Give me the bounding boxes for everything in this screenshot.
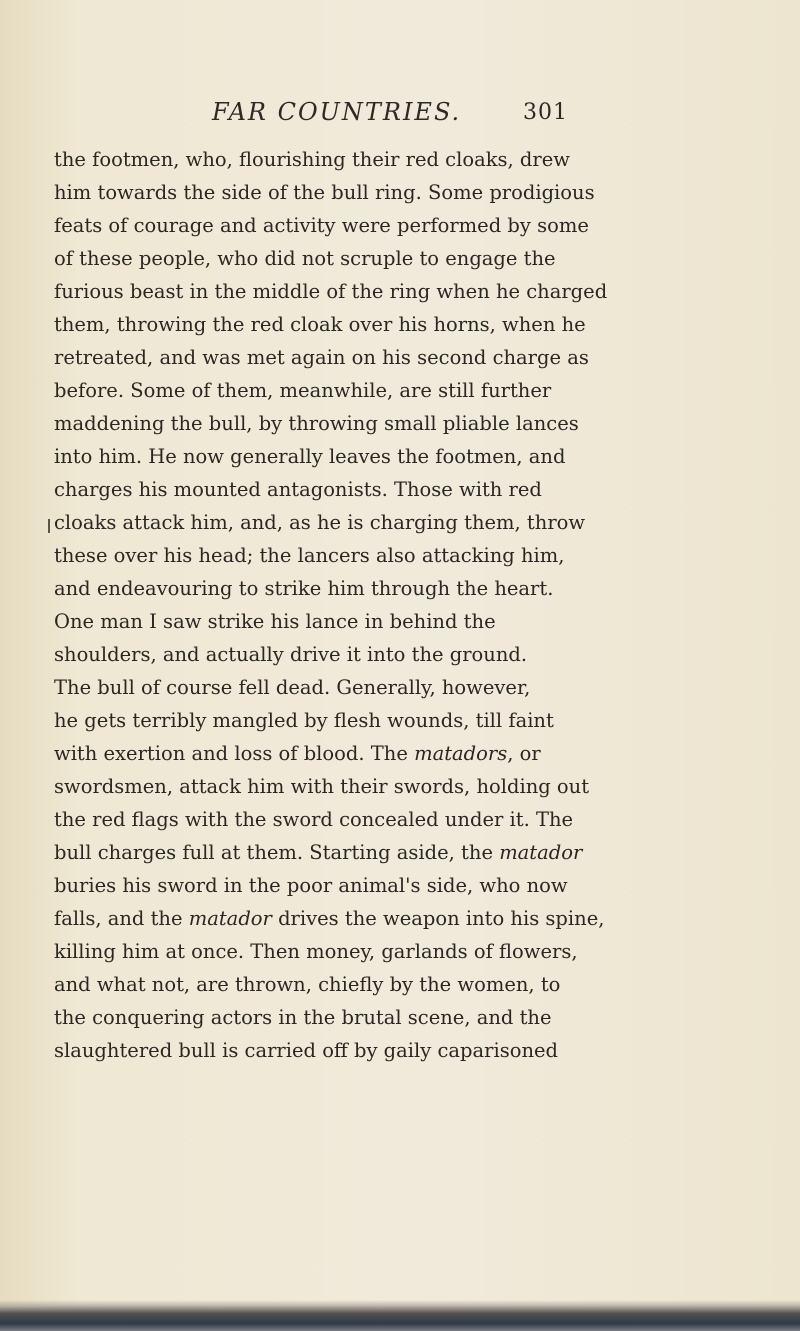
text-line: the red flags with the sword concealed under it. The	[54, 808, 574, 831]
text-line: maddening the bull, by throwing small pliable lances	[54, 412, 579, 435]
text-line: them, throwing the red cloak over his horns, when he	[54, 313, 586, 336]
text-segment: with exertion and loss of blood. The	[54, 742, 408, 765]
margin-mark	[48, 519, 50, 533]
text-line-with-italic	[54, 737, 744, 770]
text-line: buries his sword in the poor animal's side, who now	[54, 874, 568, 897]
italic-term: matador	[499, 841, 583, 864]
text-line: and what not, are thrown, chiefly by the women, to	[54, 973, 561, 996]
text-line: these over his head; the lancers also attacking him,	[54, 544, 565, 567]
page-header	[0, 98, 800, 138]
text-line: cloaks attack him, and, as he is charging them, throw	[54, 511, 586, 534]
text-line: The bull of course fell dead. Generally, however,	[54, 676, 531, 699]
text-line: feats of courage and activity were performed by some	[54, 214, 589, 237]
italic-term: matadors	[414, 742, 508, 765]
text-line: he gets terribly mangled by flesh wounds, till faint	[54, 709, 554, 732]
italic-term: matador	[188, 907, 272, 930]
text-segment: bull charges full at them. Starting aside, the	[54, 841, 493, 864]
text-segment: falls, and the	[54, 907, 183, 930]
text-line-with-italic	[54, 836, 744, 869]
text-line: the conquering actors in the brutal scene, and the	[54, 1006, 552, 1029]
text-segment: , or	[507, 742, 541, 765]
text-line: One man I saw strike his lance in behind the	[54, 610, 496, 633]
text-segment: drives the weapon into his spine,	[278, 907, 605, 930]
text-line: furious beast in the middle of the ring when he charged	[54, 280, 608, 303]
text-line: him towards the side of the bull ring. Some prodigious	[54, 181, 595, 204]
text-line: the footmen, who, flourishing their red cloaks, drew	[54, 148, 570, 171]
text-line: and endeavouring to strike him through the heart.	[54, 577, 554, 600]
text-line: shoulders, and actually drive it into the ground.	[54, 643, 528, 666]
text-line: before. Some of them, meanwhile, are still further	[54, 379, 552, 402]
page-bottom-edge	[0, 1306, 800, 1331]
text-line: killing him at once. Then money, garlands of flowers,	[54, 940, 578, 963]
text-line: into him. He now generally leaves the footmen, and	[54, 445, 566, 468]
text-line-with-italic	[54, 902, 744, 935]
text-line: swordsmen, attack him with their swords, holding out	[54, 775, 590, 798]
text-line: retreated, and was met again on his second charge as	[54, 346, 589, 369]
body-text	[54, 143, 744, 1067]
text-line: slaughtered bull is carried off by gaily caparisoned	[54, 1039, 559, 1062]
text-line: charges his mounted antagonists. Those with red	[54, 478, 542, 501]
text-line: of these people, who did not scruple to engage the	[54, 247, 556, 270]
running-title: FAR COUNTRIES.	[212, 98, 462, 126]
page-number: 301	[523, 100, 568, 125]
